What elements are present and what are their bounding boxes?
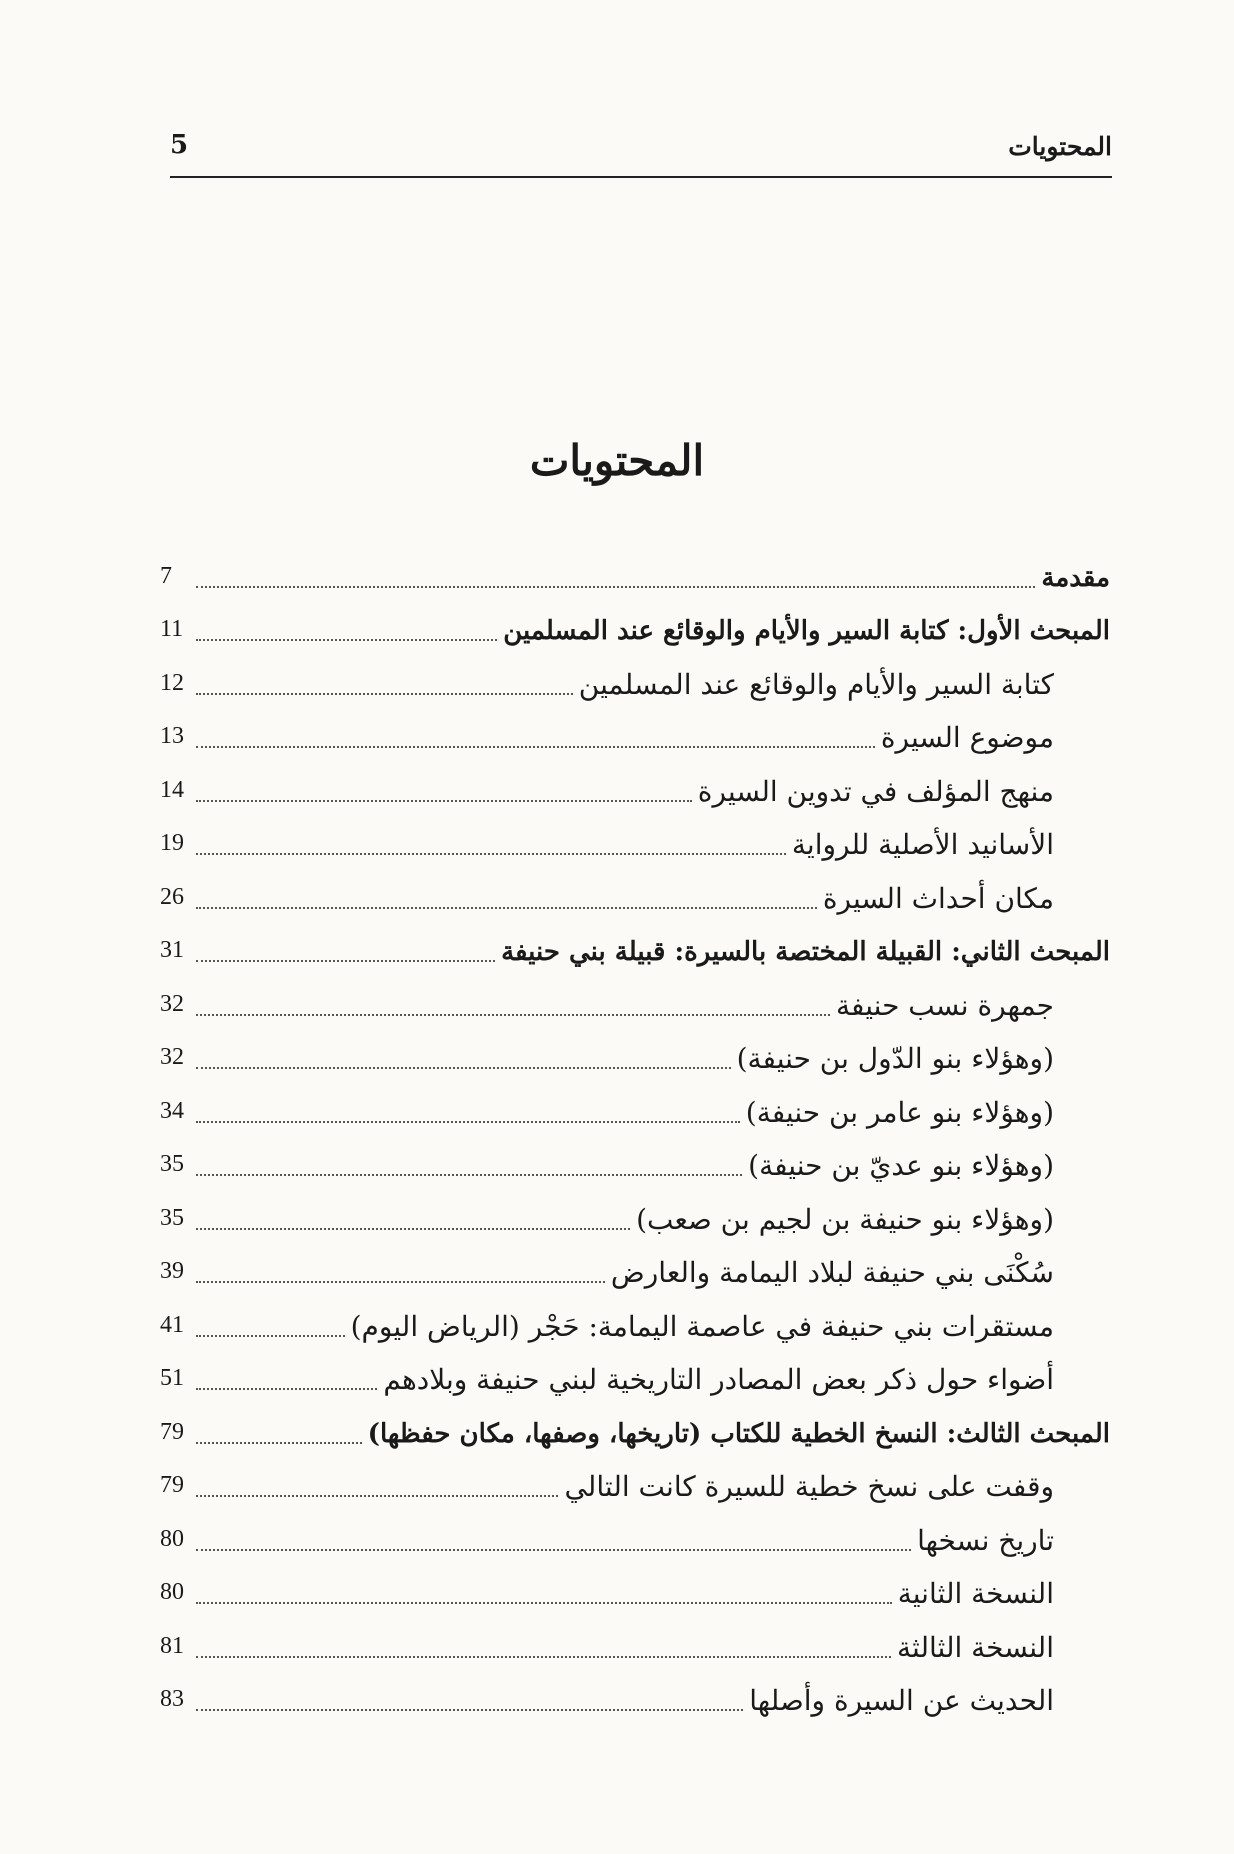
dot-leader bbox=[196, 1281, 605, 1283]
dot-leader bbox=[196, 1067, 731, 1069]
toc-entry bbox=[160, 1616, 1110, 1670]
toc-entry-label: الأسانيد الأصلية للرواية bbox=[791, 828, 1054, 861]
toc-entry-page: 41 bbox=[160, 1311, 184, 1338]
toc-entry bbox=[160, 1402, 1110, 1456]
toc-entry-page: 79 bbox=[160, 1472, 184, 1498]
toc-entry-label: أضواء حول ذكر بعض المصادر التاريخية لبني حنيفة وبلادهم bbox=[383, 1363, 1054, 1396]
toc-entry-page: 51 bbox=[160, 1365, 184, 1391]
toc-entry bbox=[160, 1509, 1110, 1563]
toc-entry-label: مكان أحداث السيرة bbox=[822, 881, 1054, 915]
toc-entry-label: موضوع السيرة bbox=[880, 721, 1054, 754]
toc-entry bbox=[160, 1135, 1110, 1189]
toc-entry-page: 81 bbox=[160, 1632, 184, 1659]
toc-entry bbox=[160, 867, 1110, 921]
dot-leader bbox=[196, 853, 786, 855]
dot-leader bbox=[196, 907, 817, 909]
toc-entry-label: كتابة السير والأيام والوقائع عند المسلمين bbox=[578, 667, 1054, 701]
dot-leader bbox=[196, 1228, 630, 1230]
dot-leader bbox=[196, 960, 495, 962]
dot-leader bbox=[196, 1174, 742, 1176]
toc-entry-page: 26 bbox=[160, 883, 184, 910]
toc-entry bbox=[160, 600, 1110, 654]
toc-entry bbox=[160, 707, 1110, 761]
toc-entry bbox=[160, 1563, 1110, 1617]
dot-leader bbox=[196, 1121, 740, 1123]
toc-entry-page: 83 bbox=[160, 1686, 184, 1712]
toc-entry-label: منهج المؤلف في تدوين السيرة bbox=[697, 774, 1054, 808]
toc-entry bbox=[160, 653, 1110, 707]
toc-entry-label: تاريخ نسخها bbox=[917, 1523, 1054, 1557]
toc-entry bbox=[160, 1081, 1110, 1135]
toc-entry bbox=[160, 921, 1110, 975]
toc-entry-page: 32 bbox=[160, 990, 184, 1017]
toc-entry-label: جمهرة نسب حنيفة bbox=[836, 988, 1054, 1022]
toc-entry-label: مستقرات بني حنيفة في عاصمة اليمامة: حَجْر (الرياض اليوم) bbox=[350, 1309, 1054, 1343]
toc-entry-page: 80 bbox=[160, 1525, 184, 1552]
toc-entry-page: 11 bbox=[160, 616, 184, 642]
toc-entry-page: 31 bbox=[160, 937, 184, 963]
toc-heading: المحتويات bbox=[529, 436, 705, 485]
dot-leader bbox=[196, 1495, 558, 1497]
toc-entry bbox=[160, 760, 1110, 814]
toc-entry bbox=[160, 1242, 1110, 1296]
dot-leader bbox=[196, 1442, 362, 1444]
page-number: 5 bbox=[170, 130, 189, 160]
toc-entry bbox=[160, 1028, 1110, 1082]
toc-entry-label: المبحث الأول: كتابة السير والأيام والوقائع عند المسلمين bbox=[503, 616, 1110, 646]
toc-entry bbox=[160, 974, 1110, 1028]
toc-entry-label: (وهؤلاء بنو عديّ بن حنيفة) bbox=[748, 1149, 1054, 1182]
dot-leader bbox=[196, 639, 497, 641]
toc-entry-page: 79 bbox=[160, 1418, 184, 1445]
dot-leader bbox=[196, 1388, 377, 1390]
dot-leader bbox=[196, 693, 573, 695]
toc-entry-page: 80 bbox=[160, 1579, 184, 1605]
toc-entry-label: مقدمة bbox=[1041, 562, 1110, 593]
toc-entry-page: 32 bbox=[160, 1044, 184, 1070]
toc-entry-label: النسخة الثانية bbox=[897, 1577, 1054, 1610]
toc-entry bbox=[160, 1349, 1110, 1403]
toc-entry-label: (وهؤلاء بنو عامر بن حنيفة) bbox=[745, 1095, 1054, 1129]
toc-entry bbox=[160, 814, 1110, 868]
dot-leader bbox=[196, 1335, 345, 1337]
table-of-contents bbox=[160, 546, 1110, 1723]
toc-entry-page: 35 bbox=[160, 1204, 184, 1231]
dot-leader bbox=[196, 1549, 911, 1551]
toc-entry-label: سُكْنَى بني حنيفة لبلاد اليمامة والعارض bbox=[610, 1256, 1054, 1289]
dot-leader bbox=[196, 586, 1035, 588]
toc-entry bbox=[160, 1670, 1110, 1724]
toc-entry-page: 14 bbox=[160, 776, 184, 803]
toc-entry-page: 7 bbox=[160, 562, 172, 589]
dot-leader bbox=[196, 746, 875, 748]
toc-entry-label: وقفت على نسخ خطية للسيرة كانت التالي bbox=[564, 1470, 1054, 1503]
dot-leader bbox=[196, 1656, 891, 1658]
toc-entry-label: النسخة الثالثة bbox=[896, 1630, 1054, 1664]
toc-entry-page: 35 bbox=[160, 1151, 184, 1177]
toc-entry bbox=[160, 1188, 1110, 1242]
running-header-title: المحتويات bbox=[1008, 132, 1112, 161]
dot-leader bbox=[196, 800, 692, 802]
toc-entry-page: 12 bbox=[160, 669, 184, 696]
toc-entry-label: المبحث الثاني: القبيلة المختصة بالسيرة: قبيلة بني حنيفة bbox=[501, 937, 1110, 967]
toc-entry-label: (وهؤلاء بنو حنيفة بن لجيم بن صعب) bbox=[636, 1202, 1054, 1236]
dot-leader bbox=[196, 1014, 830, 1016]
toc-entry-page: 19 bbox=[160, 830, 184, 856]
dot-leader bbox=[196, 1602, 892, 1604]
toc-entry-label: المبحث الثالث: النسخ الخطية للكتاب (تاريخها، وصفها، مكان حفظها) bbox=[367, 1418, 1110, 1449]
toc-entry-page: 34 bbox=[160, 1097, 184, 1124]
toc-entry bbox=[160, 1456, 1110, 1510]
toc-entry-label: الحديث عن السيرة وأصلها bbox=[749, 1684, 1054, 1717]
dot-leader bbox=[196, 1709, 743, 1711]
toc-entry bbox=[160, 1295, 1110, 1349]
toc-entry-page: 39 bbox=[160, 1258, 184, 1284]
toc-entry bbox=[160, 546, 1110, 600]
toc-entry-label: (وهؤلاء بنو الدّول بن حنيفة) bbox=[736, 1042, 1054, 1075]
toc-entry-page: 13 bbox=[160, 723, 184, 749]
running-header bbox=[170, 128, 1112, 178]
